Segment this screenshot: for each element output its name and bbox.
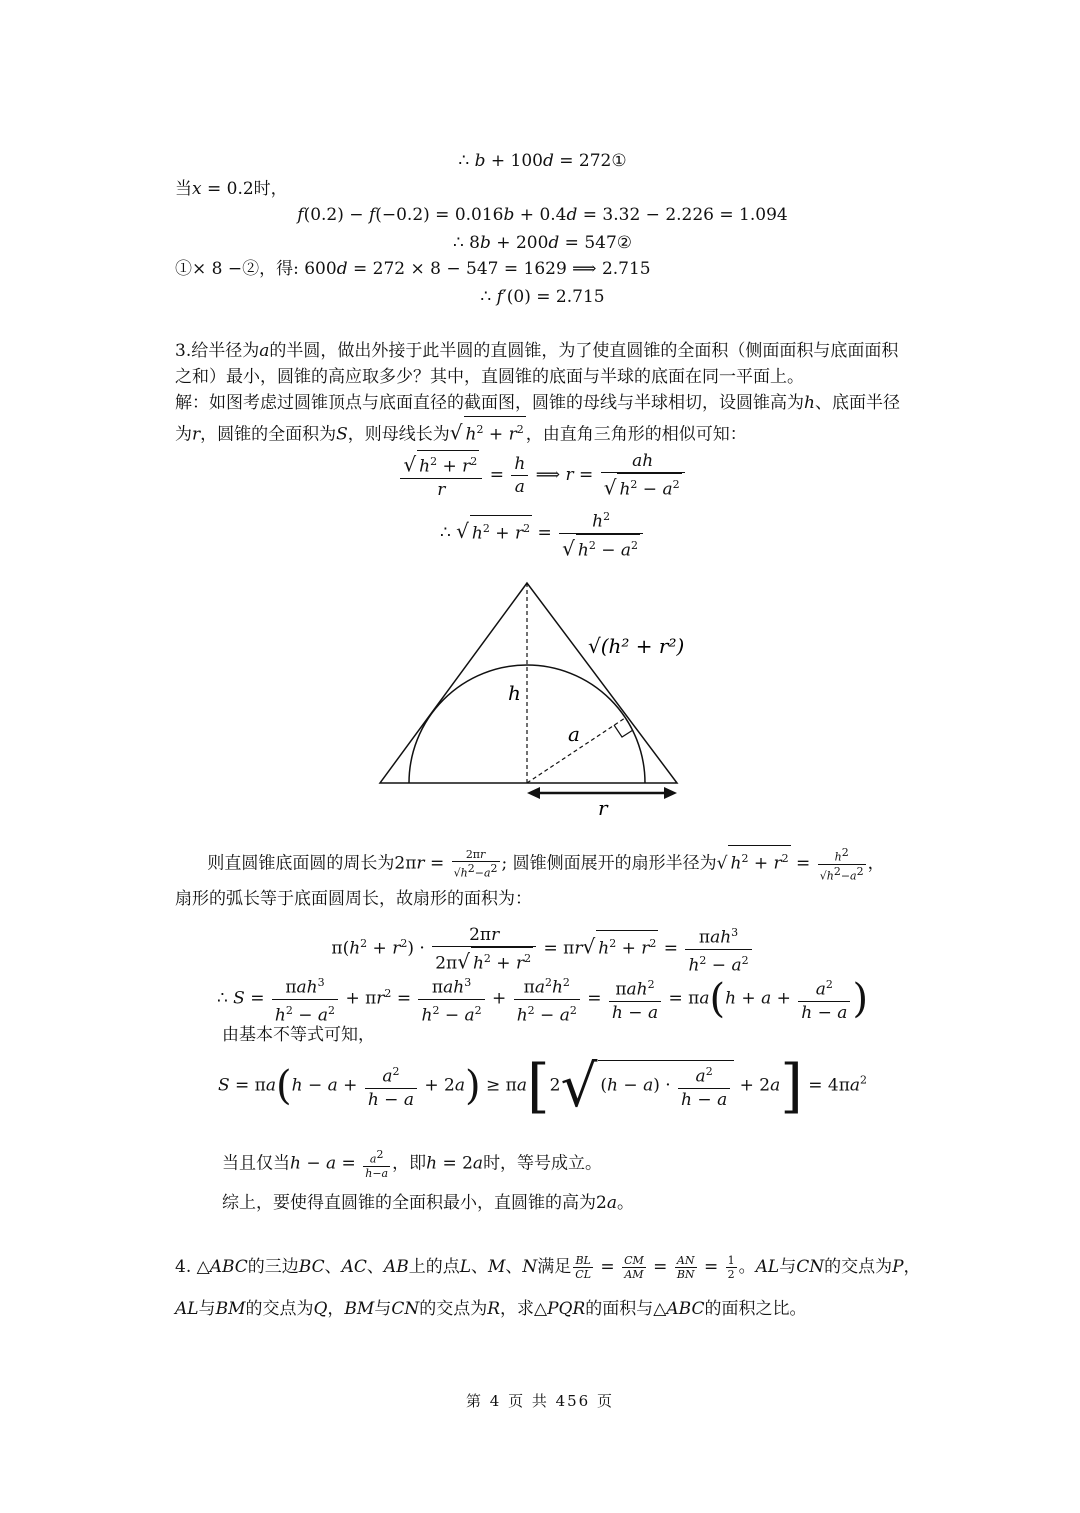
equality-condition: 当且仅当h − a = $\frac{a^2}{h-a}$ ，即h = 2a时，等号成立。 [222, 1148, 603, 1180]
problem-4-line-2: AL与BM的交点为Q，BM与CN的交点为R，求△PQR的面积与△ABC的面积之比。 [175, 1299, 807, 1319]
eq-slant: ∴ √ $h^2 + r^2$ = $\frac{h^2}{√ h^2 - a^2}$ [175, 506, 910, 561]
circumference-text: 则直圆锥底面圆的周长为2πr = $\frac{2\pi r}{√h^2-a^2}$ ; 圆锥侧面展开的扇形半径为√ $h^2 + r^2$ = $\frac{h^2}{√h^2-a^2}$ ， [175, 846, 885, 883]
r-arrow-right-head [664, 787, 677, 799]
problem-3: 3.给半径为a的半圆，做出外接于此半圆的直圆锥，为了使直圆锥的全面积（侧面面积与底面面积之和）最小，圆锥的高应取多少？其中，直圆锥的底面与半球的底面在同一平面上。 [175, 341, 899, 387]
page-footer: 第 4 页 共 456 页 [465, 1392, 614, 1410]
cone-cross-section-figure [370, 575, 690, 825]
eq-inequality: S = πa(h − a + $\frac{a^2}{h - a}$ + 2a) ≥ πa[2√ (h − a) · $\frac{a^2}{h - a}$ + $2a] = 4\pi a^2$ [217, 1051, 868, 1120]
label-a: a [568, 722, 580, 746]
eq-sector-area: $\pi(h^2 + r^2)$ · $\frac{2\pi r}{2\pi√ h^2 + r^2}$ = πr√ $h^2 + r^2$ = $\frac{\pi ah^3}{h^2 - a^2}$ [175, 922, 910, 976]
conclusion: 综上，要使得直圆锥的全面积最小，直圆锥的高为2a。 [222, 1193, 634, 1213]
eq-line-1: ∴ b + 100d = 272① [458, 151, 627, 171]
r-arrow-left-head [527, 787, 540, 799]
arc-text: 扇形的弧长等于底面圆周长，故扇形的面积为： [175, 889, 532, 909]
eq-line-3: f(0.2) − f(−0.2) = 0.016b + 0.4d = 3.32 − 2.226 = 1.094 [297, 205, 788, 225]
text-line-2: 当x = 0.2时， [175, 179, 288, 199]
text-line-5: ①× 8 −②，得: 600d = 272 × 8 − 547 = 1629 ⟹ 2.715 [175, 259, 651, 279]
label-r: r [598, 796, 608, 820]
label-slant: √(h² + r²) [588, 634, 685, 658]
eq-total-area: ∴ S = $\frac{\pi ah^3}{h^2 - a^2}$ + $\pi r^2$ = $\frac{\pi ah^3}{h^2 - a^2}$ + $\frac{\pi a^2h^2}{h^2 - a^2}$ = $\frac{\pi ah^2}{h - a}$ = πa(h + a + $\frac{a^2}{h - a}$ ) [175, 972, 910, 1026]
problem-4-line-1: 4. △ABC的三边BC、AC、AB上的点L、M、N满足 $\frac{BL}{CL}$ = $\frac{CM}{AM}$ = $\frac{AN}{BN}$ = $\frac{1}{2}$ 。AL与CN的交点为P， [175, 1254, 921, 1281]
solution-intro: 解：如图考虑过圆锥顶点与底面直径的截面图，圆锥的母线与半球相切，设圆锥高为h、底面半径为r，圆锥的全面积为S，则母线长为√ $h^2 + r^2$ ，由直角三角形的相似可知： [175, 390, 910, 448]
eq-line-6: ∴ f′(0) = 2.715 [480, 287, 605, 307]
eq-similar: $\frac{√ h^2 + r^2}{r}$ = $\frac{h}{a}$ ⟹ r = $\frac{ah}{√ h^2 - a^2}$ [175, 450, 910, 501]
label-h: h [508, 681, 521, 705]
cone-triangle [380, 583, 677, 783]
inequality-intro: 由基本不等式可知， [222, 1025, 375, 1045]
eq-line-4: ∴ 8b + 200d = 547② [452, 233, 633, 253]
